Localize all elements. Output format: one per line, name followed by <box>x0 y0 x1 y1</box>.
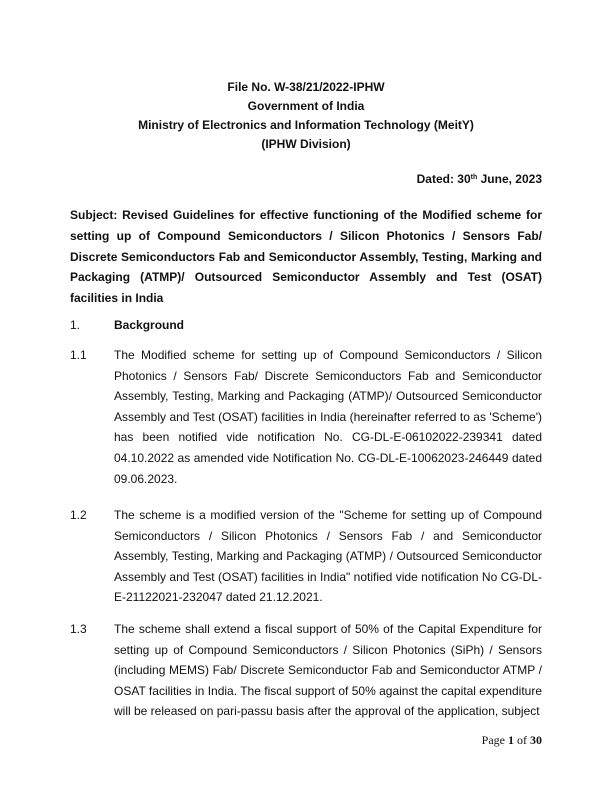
date-prefix: Dated: 30 <box>416 172 471 186</box>
section-title: Background <box>114 318 185 332</box>
date-superscript: th <box>470 174 478 181</box>
page-current: 1 <box>508 733 514 747</box>
paragraph-1-2 <box>70 505 542 608</box>
date-line <box>417 172 542 186</box>
section-number: 1. <box>70 318 81 332</box>
file-number: File No. W-38/21/2022-IPHW <box>227 80 385 94</box>
paragraph-text: The scheme shall extend a fiscal support of 50% of the Capital Expenditure for setting up of Compound Semiconductors / Silicon Photonics (SiPh) / Sensors (including MEMS) Fab/ Discrete Semiconductor Fab and Semiconductor ATMP / OSAT facilities in India. The fiscal support of 50% against the capital expenditure will be released on pari-passu basis after the approval of the application, subject <box>114 622 542 719</box>
page-total: 30 <box>530 733 542 747</box>
paragraph-text: The scheme is a modified version of the "Scheme for setting up of Compound Semiconductors / Silicon Photonics / Sensors Fab / and Semiconductor Assembly, Testing, Marking and Packaging (ATMP) / Outsourced Semiconductor Assembly and Test (OSAT) facilities in India" notified vide notification No CG-DL-E-21122021-232047 dated 21.12.2021. <box>114 508 542 605</box>
page-footer <box>482 733 542 748</box>
paragraph-1-3 <box>70 619 542 722</box>
of-label: of <box>514 733 530 747</box>
paragraph-1-1 <box>70 345 542 489</box>
paragraph-text: The Modified scheme for setting up of Compound Semiconductors / Silicon Photonics / Sensors Fab/ Discrete Semiconductors Fab and Semiconductor Assembly, Testing, Marking and Packaging (ATMP)/ Outsourced Semiconductor Assembly and Test (OSAT) facilities in India (hereinafter referred to as 'Scheme') has been notified vide notification No. CG-DL-E-06102022-239341 dated 04.10.2022 as amended vide Notification No. CG-DL-E-10062023-246449 dated 09.06.2023. <box>114 348 542 486</box>
subject-paragraph: Subject: Revised Guidelines for effective functioning of the Modified scheme for setting up of Compound Semiconductors / Silicon Photonics / Sensors Fab/ Discrete Semiconductors Fab and Semiconductor Assembly, Testing, Marking and Packaging (ATMP)/ Outsourced Semiconductor Assembly and Test (OSAT) facilities in India <box>70 208 542 306</box>
date-suffix: June, 2023 <box>477 172 542 186</box>
paragraph-number: 1.3 <box>70 622 87 636</box>
government-heading: Government of India <box>247 99 365 113</box>
paragraph-number: 1.2 <box>70 508 87 522</box>
ministry-heading: Ministry of Electronics and Information Technology (MeitY) <box>138 118 474 132</box>
paragraph-number: 1.1 <box>70 348 87 362</box>
page-label: Page <box>481 733 508 747</box>
division-heading: (IPHW Division) <box>261 137 351 151</box>
